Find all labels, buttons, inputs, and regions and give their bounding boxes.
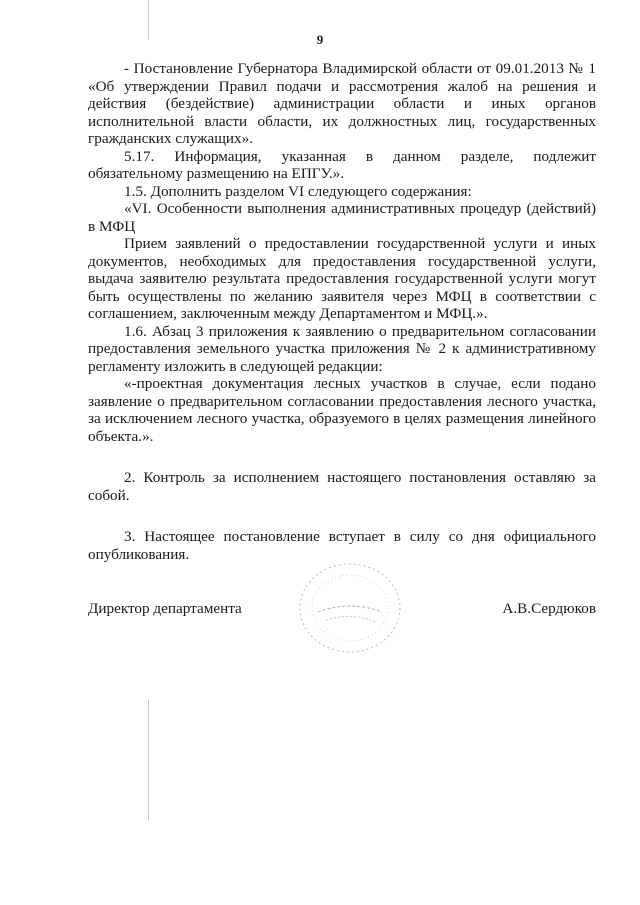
spacer — [88, 445, 596, 469]
paragraph-decree-reference: - Постановление Губернатора Владимирской области от 09.01.2013 № 1 «Об утверждении Правил подачи и рассмотрения жалоб на решения и действия (бездействие) администрации области и иных органов исполнительной власти области, их должностных лиц, государственных гражданских служащих». — [88, 60, 596, 147]
paragraph-mfc-reception: Прием заявлений о предоставлении государственной услуги и иных документов, необходимых для предоставления государственной услуги, выдача заявителю результата предоставления государственной услуги могут быть осуществлены по желанию заявителя через МФЦ в соответствии с соглашением, заключенным между Департаментом и МФЦ.». — [88, 235, 596, 322]
document-body — [88, 60, 596, 563]
paragraph-1-6: 1.6. Абзац 3 приложения к заявлению о предварительном согласовании предоставления земельного участка приложения № 2 к административному регламенту изложить в следующей редакции: — [88, 322, 596, 375]
paragraph-forest-documentation: «-проектная документация лесных участков в случае, если подано заявление о предварительном согласовании предоставления лесного участка, за исключением лесного участка, образуемого в целях размещения линейного объекта.». — [88, 375, 596, 445]
official-seal-stamp — [296, 560, 404, 656]
paragraph-effective-date: 3. Настоящее постановление вступает в силу со дня официального опубликования. — [88, 528, 596, 563]
paragraph-1-5: 1.5. Дополнить разделом VI следующего содержания: — [124, 182, 472, 200]
signatory-title: Директор департамента — [88, 600, 242, 617]
signatory-name: А.В.Сердюков — [502, 600, 596, 617]
spacer — [88, 504, 596, 528]
scan-edge-mark — [148, 700, 149, 820]
page-number: 9 — [316, 32, 324, 47]
paragraph-control: 2. Контроль за исполнением настоящего постановления оставляю за собой. — [88, 469, 596, 504]
paragraph-section-vi-heading: «VI. Особенности выполнения административных процедур (действий) в МФЦ — [88, 200, 596, 235]
paragraph-5-17: 5.17. Информация, указанная в данном разделе, подлежит обязательному размещению на ЕПГУ.». — [88, 147, 596, 182]
